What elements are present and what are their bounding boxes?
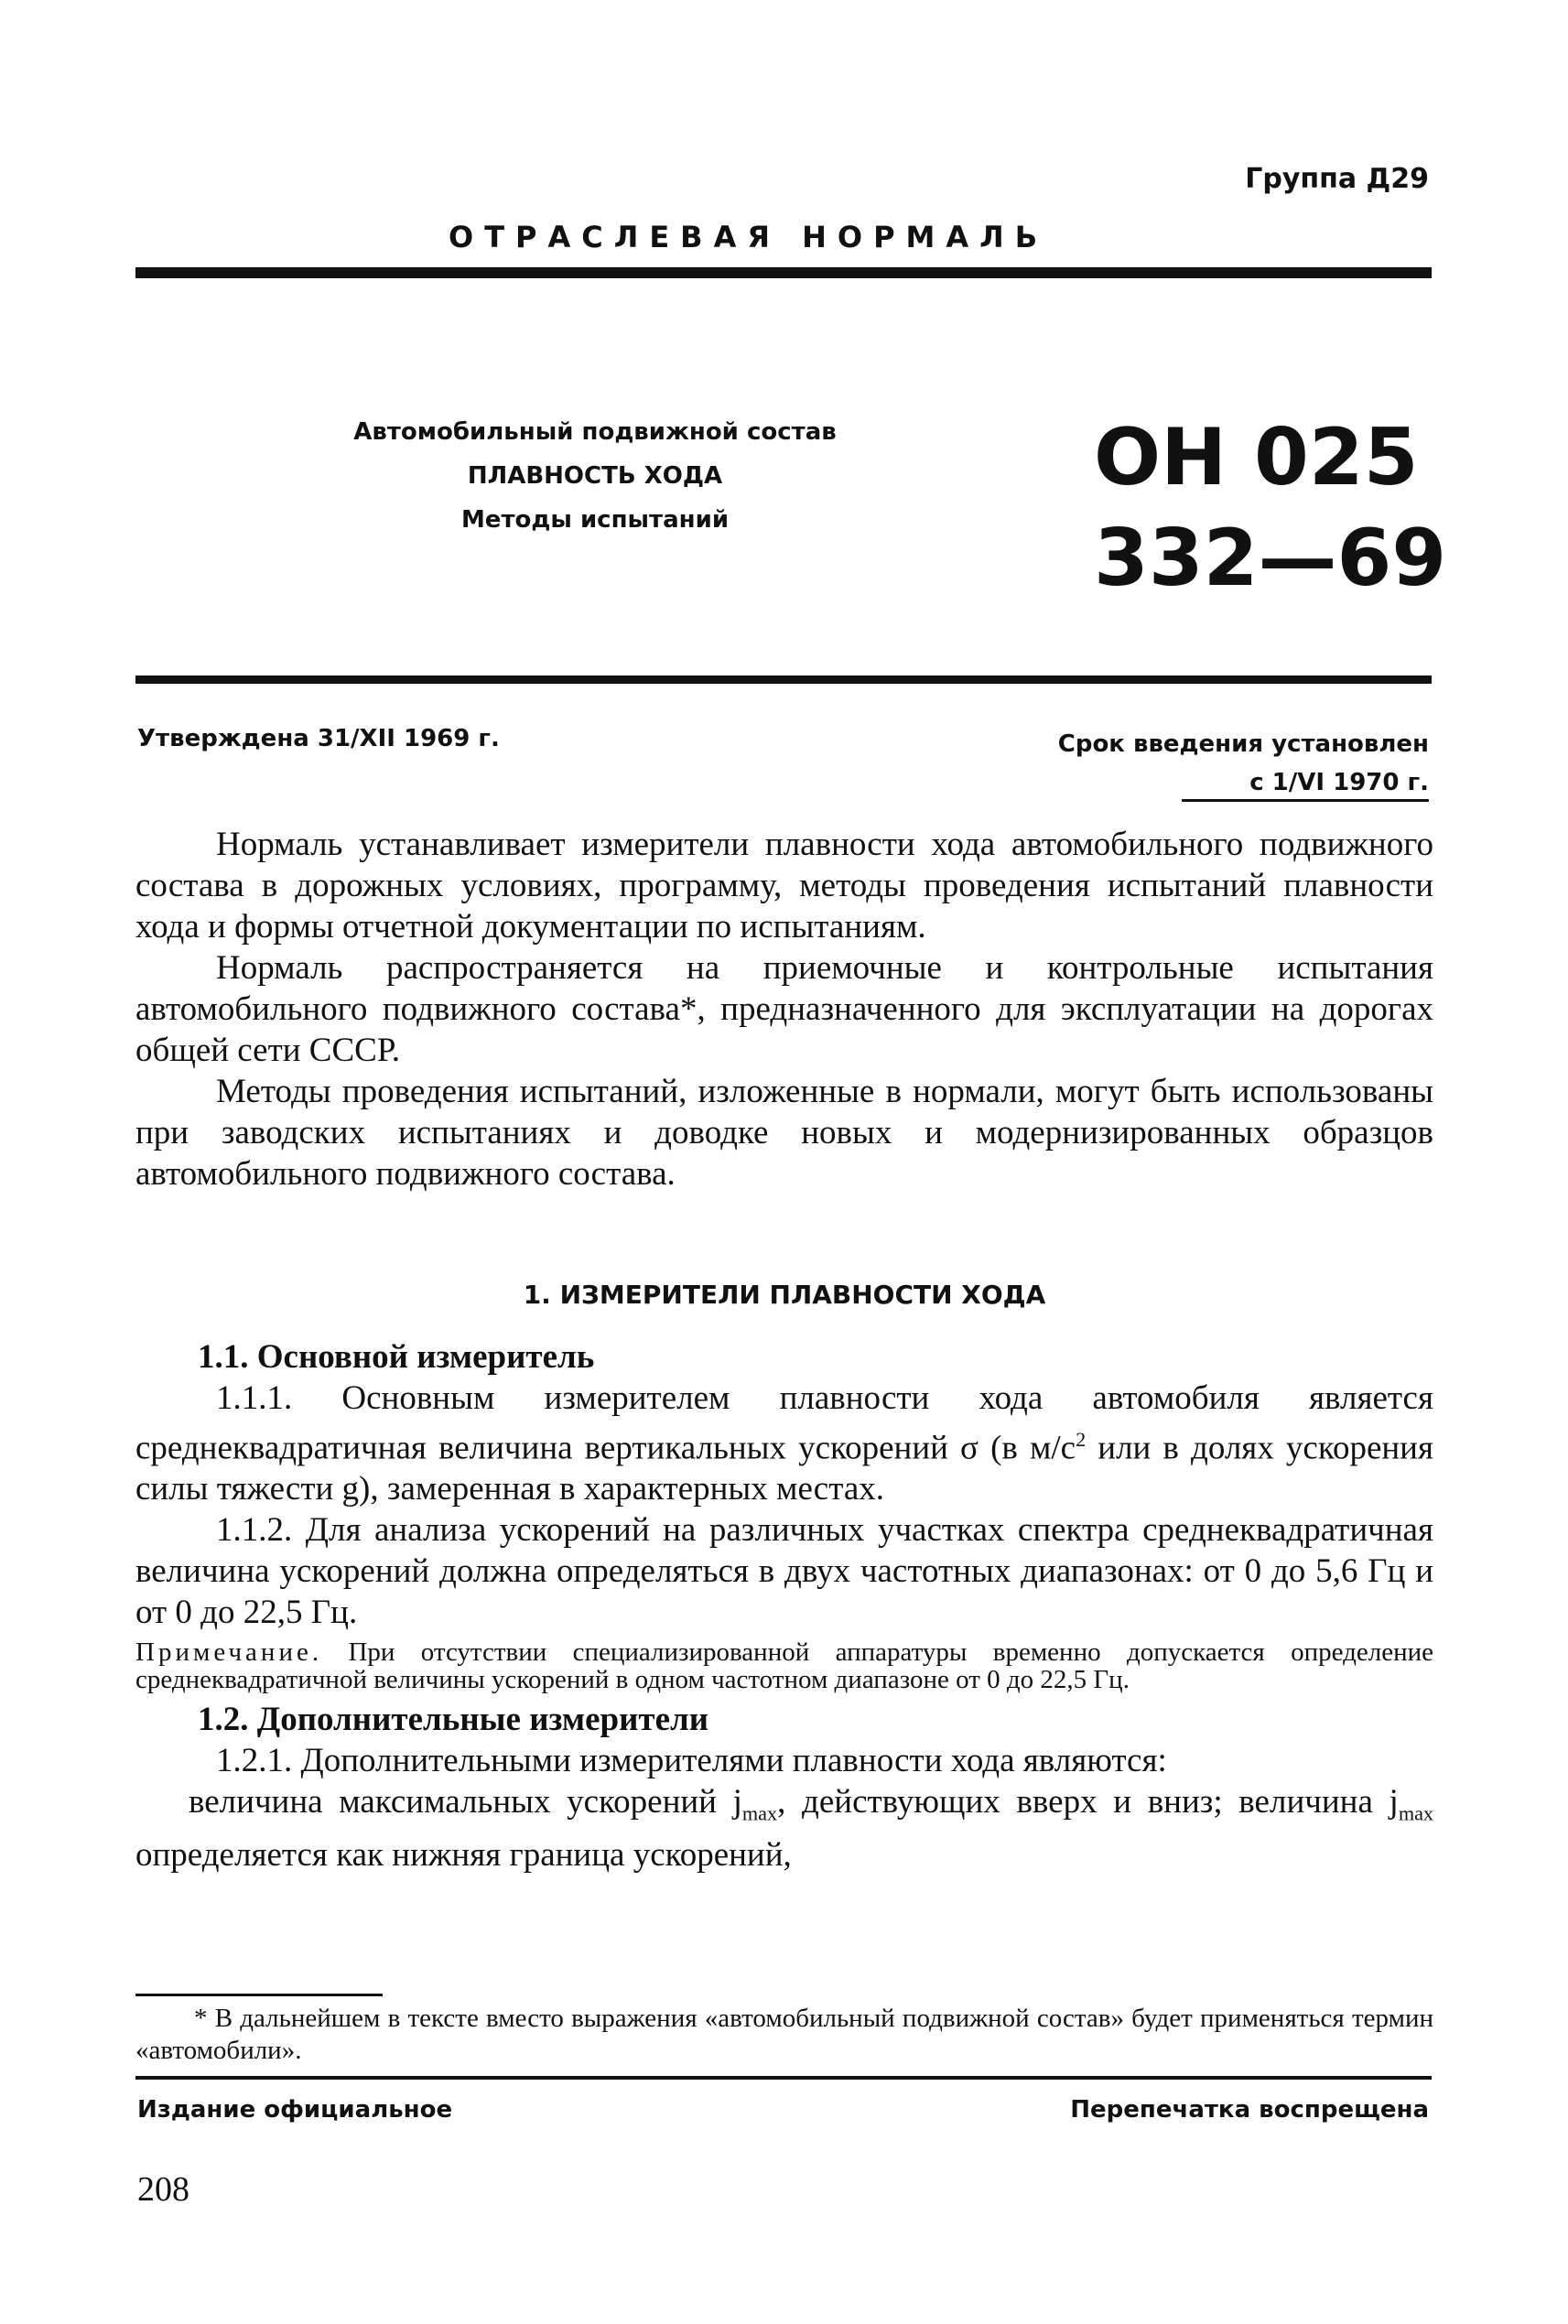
- note-text: При отсутствии специализированной аппаратуры временно допускается определение среднеквадратичной величины ускорений в одном частотном диапазоне от 0 до 22,5 Гц.: [135, 1638, 1433, 1695]
- code-line-2: 332—69: [1094, 513, 1447, 604]
- title-line-3: Методы испытаний: [460, 506, 730, 534]
- group-label: Группа Д29: [1245, 163, 1429, 195]
- bottom-rule: [135, 2076, 1432, 2080]
- effective-date-line-2: с 1/VI 1970 г.: [1249, 769, 1429, 796]
- title-line-2: ПЛАВНОСТЬ ХОДА: [467, 462, 723, 490]
- effective-date: [1058, 725, 1429, 802]
- title-block: [311, 410, 879, 542]
- effective-date-line-1: Срок введения установлен: [1057, 730, 1429, 758]
- reprint-prohibited-label: Перепечатка воспрещена: [1070, 2096, 1429, 2124]
- intro-paragraph-2: Нормаль распространяется на приемочные и контрольные испытания автомобильного подвижного состава*, предназначенного для эксплуатации на дорогах общей сети СССР.: [135, 949, 1433, 1069]
- paragraph-1-1-2: 1.1.2. Для анализа ускорений на различных участках спектра среднеквадратичная величина ускорений должна определяться в двух частотных диапазонах: от 0 до 5,6 Гц и от 0 до 22,5 Гц.: [135, 1511, 1433, 1632]
- paragraph-jmax: величина максимальных ускорений $j_{max}$, действующих вверх и вниз; величина $j_{max}$ определяется как нижняя граница ускорений,: [135, 1783, 1434, 1874]
- intro-paragraph-1: Нормаль устанавливает измерители плавности хода автомобильного подвижного состава в дорожных условиях, программу, методы проведения испытаний плавности хода и формы отчетной документации по испытаниям.: [135, 826, 1433, 946]
- intro-section: [135, 824, 1433, 1194]
- middle-rule: [135, 676, 1432, 684]
- footnote-separator: [135, 1994, 383, 1996]
- code-line-1: ОН 025: [1094, 412, 1419, 503]
- document-heading: ОТРАСЛЕВАЯ НОРМАЛЬ: [449, 220, 1049, 254]
- footnote: * В дальнейшем в тексте вместо выражения «автомобильный подвижной состав» будет применяться термин «автомобили».: [135, 2004, 1433, 2065]
- title-line-1: Автомобильный подвижной состав: [353, 418, 837, 446]
- top-rule: [135, 267, 1432, 278]
- section-1-body: [135, 1336, 1433, 1875]
- subsection-1-1-title: 1.1. Основной измеритель: [198, 1338, 595, 1376]
- standard-code: [1094, 407, 1446, 609]
- note: [135, 1638, 1433, 1693]
- approval-date: Утверждена 31/XII 1969 г.: [137, 725, 500, 752]
- section-1-title: 1. ИЗМЕРИТЕЛИ ПЛАВНОСТИ ХОДА: [523, 1280, 1046, 1310]
- paragraph-1-1-1: 1.1.1. Основным измерителем плавности хода автомобиля является среднеквадратичная величина вертикальных ускорений σ (в $м/с^2$ или в долях ускорения силы тяжести g), замеренная в характерных местах.: [135, 1379, 1433, 1508]
- paragraph-1-2-1: 1.2.1. Дополнительными измерителями плавности хода являются:: [216, 1742, 1167, 1780]
- note-label: Примечание.: [135, 1638, 323, 1668]
- official-edition-label: Издание официальное: [137, 2096, 453, 2124]
- intro-paragraph-3: Методы проведения испытаний, изложенные в нормали, могут быть использованы при заводских испытаниях и доводке новых и модернизированных образцов автомобильного подвижного состава.: [135, 1073, 1433, 1193]
- subsection-1-2-title: 1.2. Дополнительные измерители: [198, 1701, 709, 1739]
- page-number: 208: [137, 2170, 189, 2209]
- effective-date-underline: [1182, 799, 1429, 802]
